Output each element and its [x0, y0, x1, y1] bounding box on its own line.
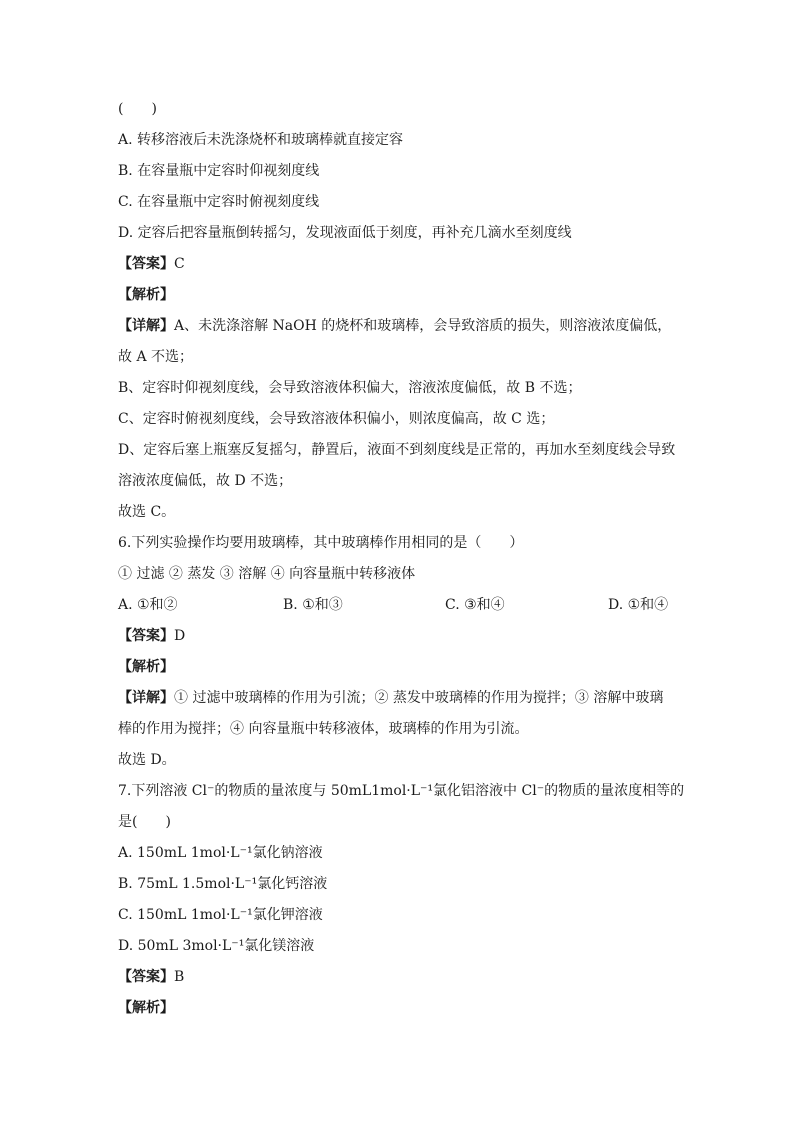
q5-analysis-label: 【解析】 [118, 287, 174, 303]
q7-option-c: C. 150mL 1mol·L⁻¹氯化钾溶液 [118, 907, 323, 923]
q5-answer [118, 255, 688, 286]
q6-analysis-label: 【解析】 [118, 659, 174, 675]
q7-stem-line: 是( ) [118, 814, 171, 830]
q6-options [118, 596, 688, 627]
answer-value: B [174, 969, 185, 985]
answer-label: 【答案】 [118, 256, 174, 272]
q6-option-c: C. ③和④ [445, 597, 505, 613]
q7-analysis-label: 【解析】 [118, 1000, 174, 1016]
q6-option-d: D. ①和④ [608, 597, 669, 613]
q6-items: ① 过滤 ② 蒸发 ③ 溶解 ④ 向容量瓶中转移液体 [118, 566, 416, 582]
detail-text: ① 过滤中玻璃棒的作用为引流；② 蒸发中玻璃棒的作用为搅拌；③ 溶解中玻璃 [174, 690, 664, 706]
detail-label: 【详解】 [118, 690, 174, 706]
q7-option-d: D. 50mL 3mol·L⁻¹氯化镁溶液 [118, 938, 315, 954]
answer-label: 【答案】 [118, 969, 174, 985]
answer-value: D [174, 628, 186, 644]
document-page [118, 100, 688, 1030]
q6-detail-line: 棒的作用为搅拌；④ 向容量瓶中转移液体，玻璃棒的作用为引流。 [118, 721, 529, 737]
q5-detail-line: 故 A 不选； [118, 349, 194, 365]
q5-option-b: B. 在容量瓶中定容时仰视刻度线 [118, 163, 320, 179]
detail-text: A、未洗涤溶解 NaOH 的烧杯和玻璃棒，会导致溶质的损失，则溶液浓度偏低， [174, 318, 672, 334]
q5-detail-line: B、定容时仰视刻度线，会导致溶液体积偏大，溶液浓度偏低，故 B 不选； [118, 380, 582, 396]
answer-label: 【答案】 [118, 628, 174, 644]
q5-option-a: A. 转移溶液后未洗涤烧杯和玻璃棒就直接定容 [118, 132, 404, 148]
q6-stem: 6.下列实验操作均要用玻璃棒，其中玻璃棒作用相同的是（ ） [118, 535, 524, 551]
q5-detail-line: D、定容后塞上瓶塞反复摇匀，静置后，液面不到刻度线是正常的，再加水至刻度线会导致 [118, 442, 676, 458]
q6-conclusion: 故选 D。 [118, 752, 176, 768]
q6-option-a: A. ①和② [118, 597, 178, 613]
q5-option-d: D. 定容后把容量瓶倒转摇匀，发现液面低于刻度，再补充几滴水至刻度线 [118, 225, 572, 241]
q5-detail-line: C、定容时俯视刻度线，会导致溶液体积偏小，则浓度偏高，故 C 选； [118, 411, 555, 427]
q5-conclusion: 故选 C。 [118, 504, 176, 520]
q7-answer [118, 968, 688, 999]
q6-answer [118, 627, 688, 658]
q5-option-c: C. 在容量瓶中定容时俯视刻度线 [118, 194, 320, 210]
q5-stem-tail: ( ) [118, 101, 157, 117]
detail-label: 【详解】 [118, 318, 174, 334]
q7-option-a: A. 150mL 1mol·L⁻¹氯化钠溶液 [118, 845, 323, 861]
q5-detail-line [118, 317, 688, 348]
q7-option-b: B. 75mL 1.5mol·L⁻¹氯化钙溶液 [118, 876, 328, 892]
q7-stem-line: 7.下列溶液 Cl⁻的物质的量浓度与 50mL1mol·L⁻¹氯化铝溶液中 Cl⁻的物质的量浓度相等的 [118, 783, 685, 799]
q6-detail-line [118, 689, 688, 720]
answer-value: C [174, 256, 185, 272]
q5-detail-line: 溶液浓度偏低，故 D 不选； [118, 473, 293, 489]
q6-option-b: B. ①和③ [283, 597, 343, 613]
